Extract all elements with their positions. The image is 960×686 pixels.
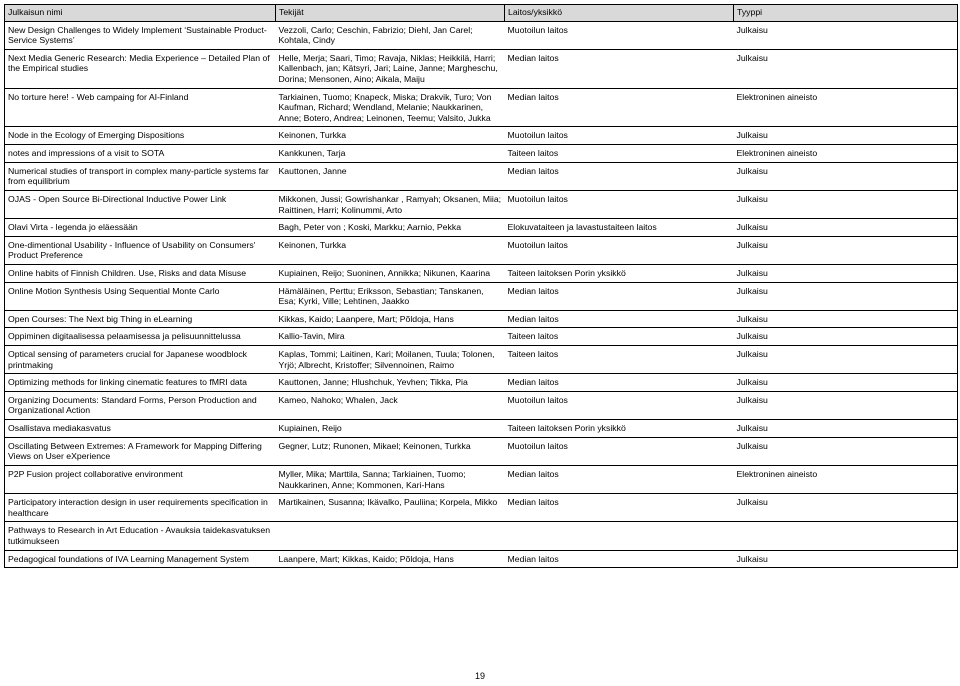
table-row <box>5 282 958 310</box>
cell-department: Muotoilun laitos <box>507 24 568 35</box>
cell-department: Muotoilun laitos <box>507 130 568 141</box>
header-department: Laitos/yksikkö <box>505 5 734 22</box>
table-row <box>5 88 958 127</box>
cell-department: Taiteen laitos <box>507 331 559 342</box>
table-row <box>5 437 958 465</box>
page-number: 19 <box>474 671 485 681</box>
table-row <box>5 328 958 346</box>
cell-title: Node in the Ecology of Emerging Dispositions <box>5 127 276 145</box>
cell-type: Julkaisu <box>734 21 958 49</box>
table-row <box>5 21 958 49</box>
cell-title: Numerical studies of transport in complex many-particle systems far from equilibrium <box>5 162 276 190</box>
cell-type: Julkaisu <box>734 264 958 282</box>
table-row <box>5 465 958 493</box>
cell-type: Julkaisu <box>734 346 958 374</box>
cell-type: Julkaisu <box>734 374 958 392</box>
cell-department: Median laitos <box>507 497 559 508</box>
cell-title: New Design Challenges to Widely Implement ‘Sustainable Product-Service Systems’ <box>5 21 276 49</box>
table-row <box>5 49 958 88</box>
table-row <box>5 494 958 522</box>
cell-title: Online habits of Finnish Children. Use, Risks and data Misuse <box>5 264 276 282</box>
cell-department: Median laitos <box>507 553 559 564</box>
cell-department: Taiteen laitoksen Porin yksikkö <box>507 267 626 278</box>
cell-department: Median laitos <box>507 285 559 296</box>
cell-title: P2P Fusion project collaborative environment <box>5 465 276 493</box>
cell-department: Median laitos <box>507 468 559 479</box>
cell-department: Muotoilun laitos <box>507 193 568 204</box>
cell-title: notes and impressions of a visit to SOTA <box>5 145 276 163</box>
table-row <box>5 391 958 419</box>
cell-authors: Helle, Merja; Saari, Timo; Ravaja, Niklas; Heikkilä, Harri; Kallenbach, jan; Kätsyri, Jari; Laine, Janne; Margheschu, Dorina; Mensonen, Aino; Aikala, Maiju <box>278 52 498 85</box>
cell-department: Median laitos <box>507 165 559 176</box>
cell-type: Julkaisu <box>734 391 958 419</box>
cell-department: Median laitos <box>507 313 559 324</box>
cell-department <box>505 522 734 550</box>
cell-type: Elektroninen aineisto <box>734 145 958 163</box>
header-row <box>5 5 958 22</box>
cell-department: Muotoilun laitos <box>507 394 568 405</box>
cell-authors: Gegner, Lutz; Runonen, Mikael; Keinonen, Turkka <box>278 440 471 451</box>
table-row <box>5 522 958 550</box>
cell-department: Median laitos <box>507 91 559 102</box>
cell-department: Taiteen laitoksen Porin yksikkö <box>507 423 626 434</box>
cell-authors: Kupiainen, Reijo; Suoninen, Annikka; Nikunen, Kaarina <box>278 267 491 278</box>
cell-title: Osallistava mediakasvatus <box>5 420 276 438</box>
cell-type: Julkaisu <box>734 494 958 522</box>
cell-authors: Kaplas, Tommi; Laitinen, Kari; Moilanen, Tuula; Tolonen, Yrjö; Albrecht, Kristoffer; Silvennoinen, Raimo <box>278 349 495 370</box>
cell-department: Median laitos <box>507 377 559 388</box>
cell-authors: Kallio-Tavin, Mira <box>278 331 345 342</box>
cell-title: Olavi Virta - legenda jo eläessään <box>5 219 276 237</box>
table-row <box>5 219 958 237</box>
cell-department: Muotoilun laitos <box>507 440 568 451</box>
cell-authors: Tarkiainen, Tuomo; Knapeck, Miska; Drakvik, Turo; Von Kaufman, Richard; Wendland, Melanie; Naukkarinen, Anne; Botero, Andrea; Leinonen, Teemu; Valsito, Jukka <box>278 91 492 123</box>
cell-authors: Hämäläinen, Perttu; Eriksson, Sebastian; Tanskanen, Esa; Kyrki, Ville; Lehtinen, Jaakko <box>278 285 484 307</box>
cell-department: Taiteen laitos <box>507 349 559 360</box>
table-row <box>5 346 958 374</box>
cell-title: Pathways to Research in Art Education - Avauksia taidekasvatuksen tutkimukseen <box>5 522 276 550</box>
cell-type: Julkaisu <box>734 437 958 465</box>
cell-type: Julkaisu <box>734 282 958 310</box>
cell-title: No torture here! - Web campaing for AI-Finland <box>5 88 276 127</box>
header-title: Julkaisun nimi <box>5 5 276 22</box>
cell-department: Muotoilun laitos <box>507 239 568 250</box>
header-authors: Tekijät <box>276 5 505 22</box>
header-type: Tyyppi <box>734 5 958 22</box>
cell-department: Taiteen laitos <box>507 148 559 159</box>
table-row <box>5 550 958 568</box>
cell-authors: Laanpere, Mart; Kikkas, Kaido; Põldoja, Hans <box>278 553 454 564</box>
cell-title: Open Courses: The Next big Thing in eLearning <box>5 310 276 328</box>
cell-type: Julkaisu <box>734 550 958 568</box>
table-row <box>5 127 958 145</box>
cell-authors: Mikkonen, Jussi; Gowrishankar , Ramyah; Oksanen, Miia; Raittinen, Harri; Kolinummi, Arto <box>278 193 502 215</box>
cell-authors: Vezzoli, Carlo; Ceschin, Fabrizio; Diehl, Jan Carel; Kohtala, Cindy <box>278 24 473 46</box>
cell-authors: Kikkas, Kaido; Laanpere, Mart; Põldoja, Hans <box>278 313 454 324</box>
cell-authors: Keinonen, Turkka <box>278 239 347 250</box>
cell-authors: Kameo, Nahoko; Whalen, Jack <box>278 394 398 405</box>
table-row <box>5 264 958 282</box>
table-row <box>5 145 958 163</box>
cell-type: Julkaisu <box>734 127 958 145</box>
cell-authors <box>276 522 505 550</box>
cell-type: Julkaisu <box>734 190 958 218</box>
cell-authors: Bagh, Peter von ; Koski, Markku; Aarnio, Pekka <box>278 222 462 233</box>
table-row <box>5 236 958 264</box>
table-row <box>5 420 958 438</box>
publications-table-container <box>4 4 957 568</box>
cell-title: Oscillating Between Extremes: A Framework for Mapping Differing Views on User eXperience <box>5 437 276 465</box>
cell-type: Julkaisu <box>734 49 958 88</box>
publications-table <box>4 4 958 568</box>
table-row <box>5 374 958 392</box>
cell-department: Elokuvataiteen ja lavastustaiteen laitos <box>507 222 657 233</box>
table-row <box>5 190 958 218</box>
cell-authors: Kauttonen, Janne; Hlushchuk, Yevhen; Tikka, Pia <box>278 377 468 388</box>
table-row <box>5 162 958 190</box>
cell-type: Elektroninen aineisto <box>734 465 958 493</box>
cell-authors: Kankkunen, Tarja <box>278 148 346 159</box>
cell-type <box>734 522 958 550</box>
cell-authors: Martikainen, Susanna; Ikävalko, Pauliina; Korpela, Mikko <box>278 497 498 508</box>
table-row <box>5 310 958 328</box>
cell-title: Optical sensing of parameters crucial for Japanese woodblock printmaking <box>5 346 276 374</box>
cell-title: Participatory interaction design in user requirements specification in healthcare <box>5 494 276 522</box>
cell-type: Julkaisu <box>734 162 958 190</box>
cell-title: One-dimentional Usability - Influence of Usability on Consumers' Product Preference <box>5 236 276 264</box>
cell-type: Julkaisu <box>734 219 958 237</box>
cell-type: Julkaisu <box>734 310 958 328</box>
cell-title: Online Motion Synthesis Using Sequential Monte Carlo <box>5 282 276 310</box>
cell-title: Pedagogical foundations of IVA Learning Management System <box>5 550 276 568</box>
cell-type: Elektroninen aineisto <box>734 88 958 127</box>
cell-type: Julkaisu <box>734 236 958 264</box>
cell-title: Optimizing methods for linking cinematic features to fMRI data <box>5 374 276 392</box>
cell-authors: Keinonen, Turkka <box>278 130 347 141</box>
cell-authors: Kupiainen, Reijo <box>278 423 342 434</box>
cell-type: Julkaisu <box>734 420 958 438</box>
cell-type: Julkaisu <box>734 328 958 346</box>
cell-title: Oppiminen digitaalisessa pelaamisessa ja pelisuunnittelussa <box>5 328 276 346</box>
cell-department: Median laitos <box>507 52 559 63</box>
cell-title: Next Media Generic Research: Media Experience – Detailed Plan of the Empirical studies <box>5 49 276 88</box>
cell-authors: Myller, Mika; Marttila, Sanna; Tarkiainen, Tuomo; Naukkarinen, Anne; Kommonen, Kari-Hans <box>278 468 466 490</box>
cell-title: Organizing Documents: Standard Forms, Person Production and Organizational Action <box>5 391 276 419</box>
cell-title: OJAS - Open Source Bi-Directional Inductive Power Link <box>5 190 276 218</box>
cell-authors: Kauttonen, Janne <box>278 165 347 176</box>
